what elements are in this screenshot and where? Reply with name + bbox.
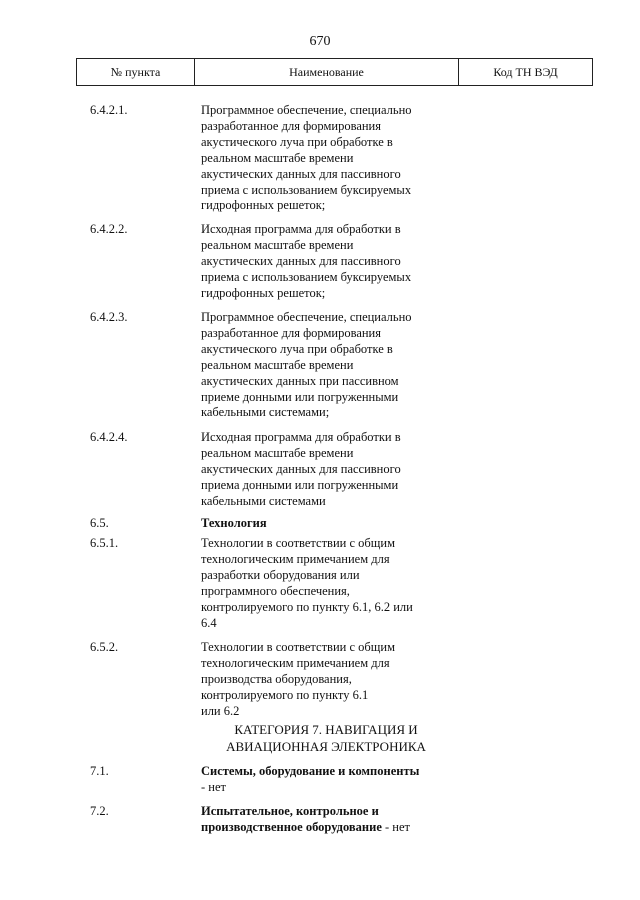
entry-line: или 6.2 [201,703,240,718]
entry-line: контролируемого по пункту 6.1 [201,687,369,702]
entry-line: Программное обеспечение, специально [201,310,412,324]
entry-text [201,222,451,302]
entry-line: разработанное для формирования [201,325,381,340]
entry-line: технологическим примечанием для [201,655,390,670]
entry-number: 7.1. [90,764,109,778]
entry-line: Исходная программа для обработки в [201,430,401,444]
category-heading-line: АВИАЦИОННАЯ ЭЛЕКТРОНИКА [226,738,426,754]
entry-line: реальном масштабе времени [201,150,354,165]
entry-line: приема донными или погруженными [201,477,399,492]
entry-6-5 [0,516,640,536]
entry-number: 6.4.2.3. [90,310,128,324]
entry-text [201,310,451,421]
entry-text [201,536,451,631]
entry-6-4-2-1 [0,103,640,222]
entry-line: разработки оборудования или [201,567,360,582]
entry-line: акустического луча при обработке в [201,134,393,149]
entry-line: Технологии в соответствии с общим [201,640,395,654]
entry-bold-line: производственное оборудование [201,819,382,834]
entry-line: технологическим примечанием для [201,551,390,566]
entry-bold-line: Системы, оборудование и компоненты [201,764,420,778]
entry-6-5-1 [0,536,640,640]
page-number: 670 [309,34,331,49]
entry-text [201,103,451,214]
entry-line: 6.4 [201,615,217,630]
entry-7-2 [0,804,640,844]
category-heading-line: КАТЕГОРИЯ 7. НАВИГАЦИЯ И [234,722,418,737]
entry-line: акустического луча при обработке в [201,341,393,356]
entry-7-1 [0,764,640,804]
category-heading [196,722,456,764]
entry-line: акустических данных для пассивного [201,253,401,268]
entry-number: 6.4.2.4. [90,430,128,444]
entry-line: производства оборудования, [201,671,352,686]
entry-line: кабельными системами [201,493,326,508]
entry-bold-line: Испытательное, контрольное и [201,804,379,818]
entry-text [201,640,451,720]
section-title-technology: Технология [201,516,267,530]
entry-text [201,430,451,510]
entry-line: Технологии в соответствии с общим [201,536,395,550]
entry-line: приеме донными или погруженными [201,389,399,404]
entry-line: реальном масштабе времени [201,445,354,460]
entry-line: реальном масштабе времени [201,237,354,252]
entry-number: 6.5.2. [90,640,119,654]
entry-line: программного обеспечения, [201,583,350,598]
entry-line-mixed [201,820,451,836]
entry-number: 6.4.2.2. [90,222,128,236]
entry-6-5-2 [0,640,640,722]
entry-number: 7.2. [90,804,109,818]
entry-line: приема с использованием буксируемых [201,182,412,197]
entry-number: 6.5.1. [90,536,119,550]
entry-line: гидрофонных решеток; [201,198,326,213]
entries-list [0,103,640,844]
entry-text [201,764,451,796]
entry-6-4-2-2 [0,222,640,310]
entry-line: приема с использованием буксируемых [201,269,412,284]
entry-line: реальном масштабе времени [201,357,354,372]
entry-line: акустических данных для пассивного [201,166,401,181]
entry-text [201,804,451,836]
header-name: Наименование [195,59,459,85]
header-item-number: № пункта [77,59,195,85]
entry-tail: - нет [201,779,226,794]
entry-line: кабельными системами; [201,405,330,420]
table-header [76,58,593,86]
entry-number: 6.5. [90,516,109,530]
entry-line: гидрофонных решеток; [201,285,326,300]
entry-line: Программное обеспечение, специально [201,103,412,117]
entry-tail: - нет [381,819,410,834]
entry-line: разработанное для формирования [201,118,381,133]
entry-text [201,516,451,532]
entry-line: контролируемого по пункту 6.1, 6.2 или [201,599,413,614]
header-tnved-code: Код ТН ВЭД [493,64,558,79]
entry-6-4-2-4 [0,430,640,516]
entry-line: акустических данных при пассивном [201,373,399,388]
entry-line: Исходная программа для обработки в [201,222,401,236]
entry-number: 6.4.2.1. [90,103,128,117]
entry-6-4-2-3 [0,310,640,430]
entry-line: акустических данных для пассивного [201,461,401,476]
